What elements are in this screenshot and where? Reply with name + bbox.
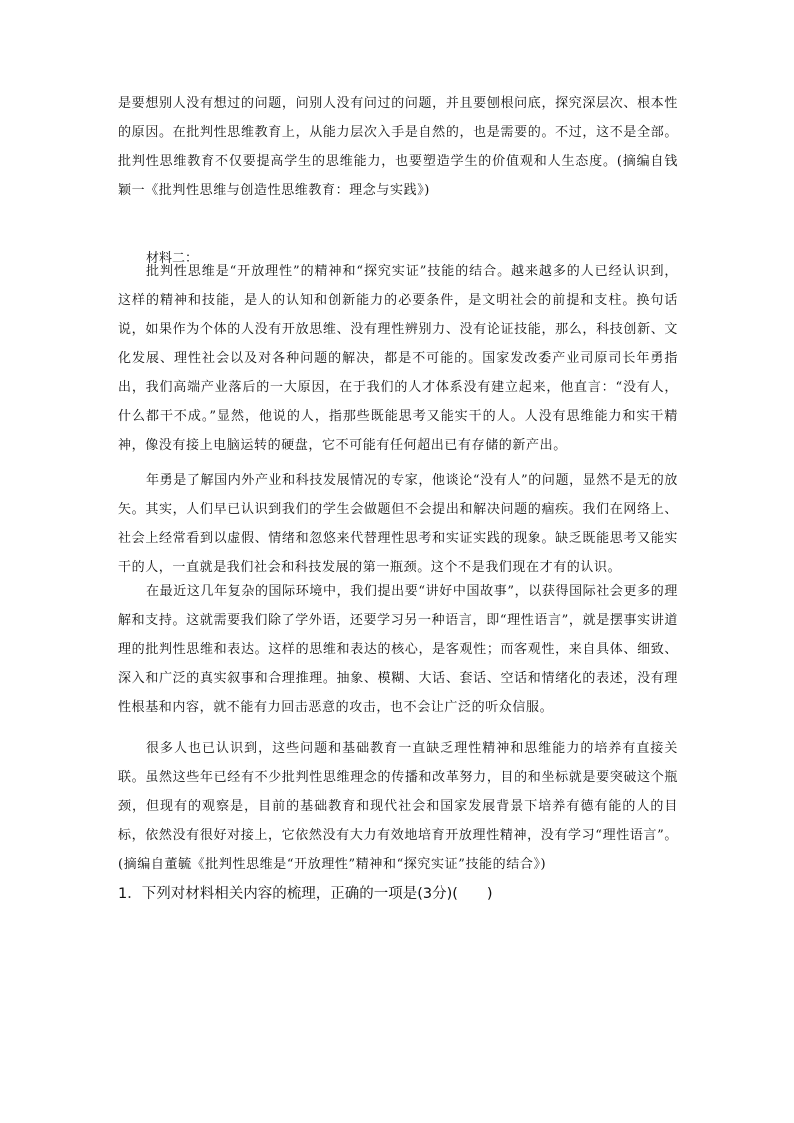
question-1: 1．下列对材料相关内容的梳理，正确的一项是(3分)( ) (118, 886, 493, 902)
material-two-heading: 材料二： (146, 251, 199, 266)
paragraph-material-two-1: 批判性思维是“开放理性”的精神和“探究实证”技能的结合。越来越多的人已经认识到，这样的精神和技能，是人的认知和创新能力的必要条件，是文明社会的前提和支柱。换句话说，如果作为个体的人没有开放思维、没有理性辨别力、没有论证技能，那么，科技创新、文化发展、理性社会以及对各种问题的解决，都是不可能的。国家发改委产业司原司长年勇指出，我们高端产业落后的一大原因，在于我们的人才体系没有建立起来，他直言：“没有人，什么都干不成。”显然，他说的人，指那些既能思考又能实干的人。人没有思维能力和实干精神，像没有接上电脑运转的硬盘，它不可能有任何超出已有存储的新产出。 (118, 264, 678, 453)
paragraph-material-two-4: 很多人也已认识到，这些问题和基础教育一直缺乏理性精神和思维能力的培养有直接关联。虽然这些年已经有不少批判性思维理念的传播和改革努力，目的和坐标就是要突破这个瓶颈，但现有的观察是，目前的基础教育和现代社会和国家发展背景下培养有德有能的人的目标，依然没有很好对接上，它依然没有大力有效地培育开放理性精神，没有学习“理性语言”。(摘编自董毓《批判性思维是“开放理性”精神和“探究实证”技能的结合》) (118, 741, 678, 872)
paragraph-material-two-3: 在最近这几年复杂的国际环境中，我们提出要“讲好中国故事”，以获得国际社会更多的理解和支持。这就需要我们除了学外语，还要学习另一种语言，即“理性语言”，就是摆事实讲道理的批判性思维和表达。这样的思维和表达的核心，是客观性；而客观性，来自具体、细致、深入和广泛的真实叙事和合理推理。抽象、模糊、大话、套话、空话和情绪化的表述，没有理性根基和内容，就不能有力回击恶意的攻击，也不会让广泛的听众信服。 (118, 584, 678, 715)
paragraph-material-two-2: 年勇是了解国内外产业和科技发展情况的专家，他谈论“没有人”的问题，显然不是无的放矢。其实，人们早已认识到我们的学生会做题但不会提出和解决问题的痼疾。我们在网络上、社会上经常看到以虚假、情绪和忽悠来代替理性思考和实证实践的现象。缺乏既能思考又能实干的人，一直就是我们社会和科技发展的第一瓶颈。这个不是我们现在才有的认识。 (118, 473, 678, 575)
paragraph-material-one-end: 是要想别人没有想过的问题，问别人没有问过的问题，并且要刨根问底，探究深层次、根本性的原因。在批判性思维教育上，从能力层次入手是自然的，也是需要的。不过，这不是全部。批判性思维教育不仅要提高学生的思维能力，也要塑造学生的价值观和人生态度。(摘编自钱颖一《批判性思维与创造性思维教育：理念与实践》) (118, 96, 678, 198)
